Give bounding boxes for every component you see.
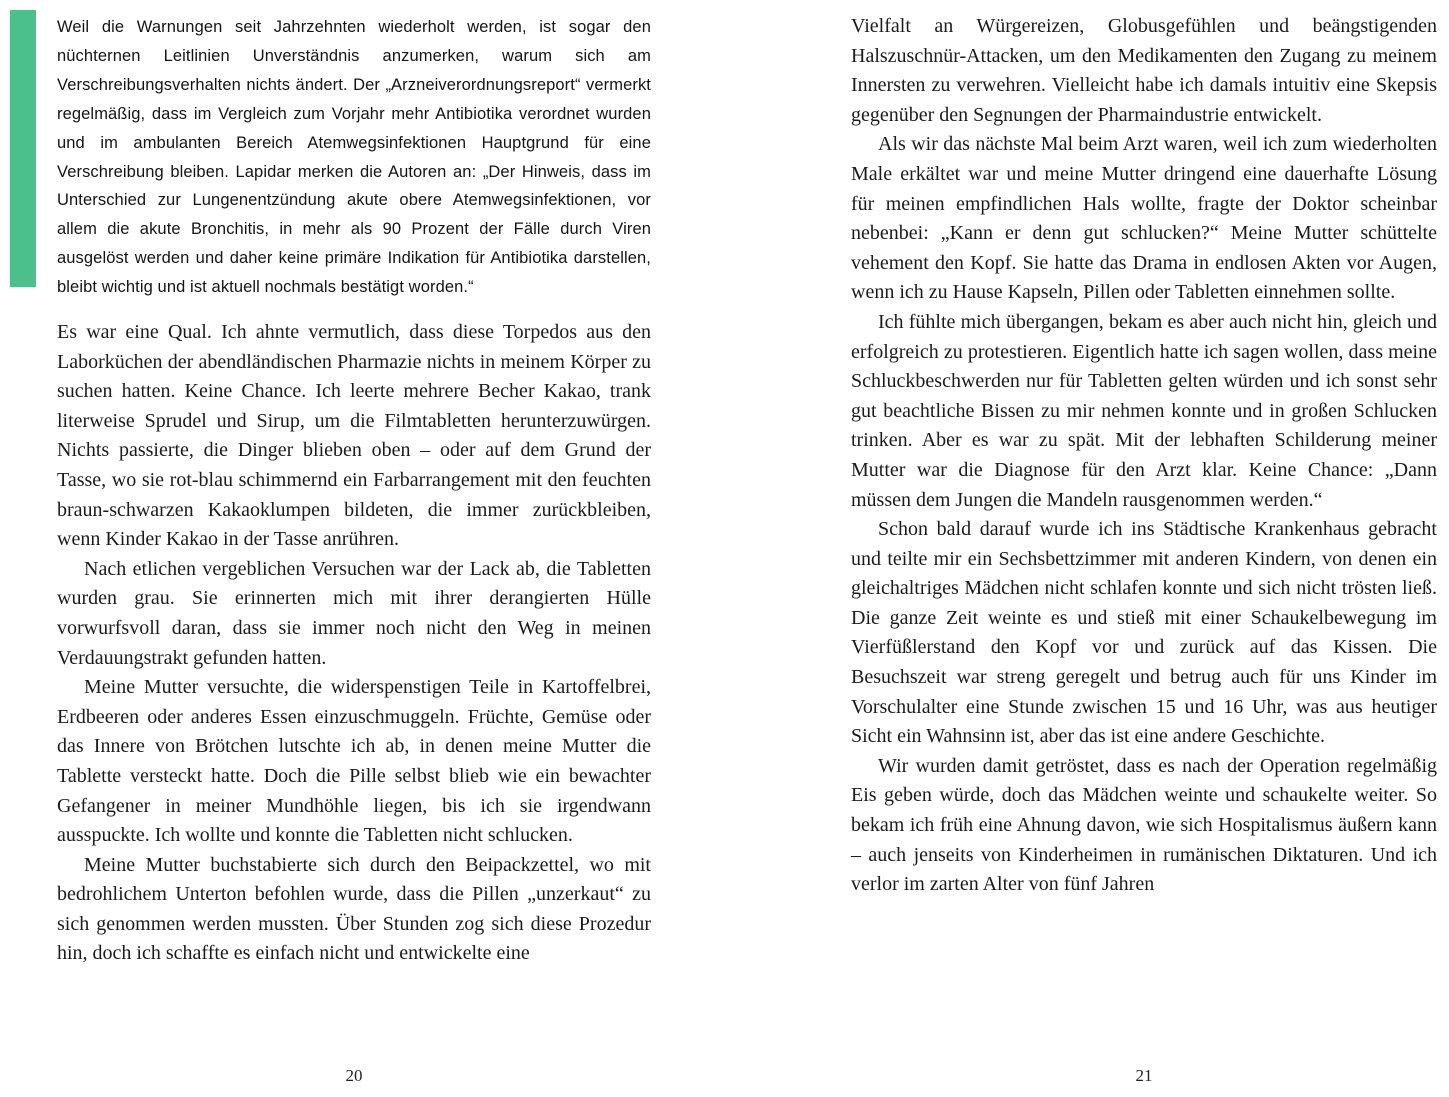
page-number-left: 20 xyxy=(345,1066,363,1085)
paragraph: Es war eine Qual. Ich ahnte vermutlich, dass diese Torpedos aus den Laborküchen der abendländischen Pharmazie nichts in meinem Körper zu suchen hatten. Keine Chance. Ich leerte mehrere Becher Kakao, trank literweise Sprudel und Sirup, um die Filmtabletten herunterzuwürgen. Nichts passierte, die Dinger blieben oben – oder auf dem Grund der Tasse, wo sie rot-blau schimmernd ein Farbarrangement mit den feuchten braun-schwarzen Kakaoklumpen bildeten, die immer zurückbleiben, wenn Kinder Kakao in der Tasse anrühren. xyxy=(57,321,651,551)
paragraph: Wir wurden damit getröstet, dass es nach der Operation regelmäßig Eis geben würde, doch das Mädchen weinte und schaukelte weiter. So bekam ich früh eine Ahnung davon, wie sich Hospitalismus äußern kann – auch jenseits von Kinderheimen in rumänischen Diktaturen. Und ich verlor im zarten Alter von fünf Jahren xyxy=(851,754,1437,896)
page-number-right: 21 xyxy=(1135,1066,1153,1085)
page-right xyxy=(724,0,1448,1097)
left-body-text xyxy=(57,318,651,969)
paragraph: Vielfalt an Würgereizen, Globusgefühlen und beängstigenden Halszuschnür-Attacken, um den Medikamenten den Zugang zu meinem Innersten zu verwehren. Vielleicht habe ich damals intuitiv eine Skepsis gegenüber den Segnungen der Pharmaindustrie entwickelt. xyxy=(851,15,1437,126)
quote-accent-bar xyxy=(10,10,36,287)
paragraph: Ich fühlte mich übergangen, bekam es aber auch nicht hin, gleich und erfolgreich zu protestieren. Eigentlich hatte ich sagen wollen, dass meine Schluckbeschwerden nur für Tabletten gelten würden und ich sonst sehr gut beachtliche Bissen zu mir nehmen konnte und in großen Schlucken trinken. Aber es war zu spät. Mit der lebhaften Schilderung meiner Mutter war die Diagnose für den Arzt klar. Keine Chance: „Dann müssen dem Jungen die Mandeln rausgenommen werden.“ xyxy=(851,310,1437,511)
paragraph: Schon bald darauf wurde ich ins Städtische Krankenhaus gebracht und teilte mir ein Sechsbettzimmer mit anderen Kindern, von denen ein gleichaltriges Mädchen nicht schlafen konnte und sich nicht trösten ließ. Die ganze Zeit weinte es und stieß mit einer Schaukelbewegung im Vierfüßlerstand den Kopf vor und zurück auf das Kissen. Die Besuchszeit war streng geregelt und betrug auch für uns Kinder im Vorschulalter eine Stunde zwischen 15 und 16 Uhr, was aus heutiger Sicht ein Wahnsinn ist, aber das ist eine andere Geschichte. xyxy=(851,518,1437,748)
paragraph: Meine Mutter versuchte, die widerspenstigen Teile in Kartoffelbrei, Erdbeeren oder anderes Essen einzuschmuggeln. Früchte, Gemüse oder das Innere von Brötchen lutschte ich ab, in denen meine Mutter die Tablette versteckt hatte. Doch die Pille selbst blieb wie ein bewachter Gefangener in meiner Mundhöhle liegen, bis ich sie irgendwann ausspuckte. Ich wollte und konnte die Tabletten nicht schlucken. xyxy=(57,676,651,847)
paragraph: Meine Mutter buchstabierte sich durch den Beipackzettel, wo mit bedrohlichem Unterton befohlen wurde, dass die Pillen „unzerkaut“ zu sich genommen werden mussten. Über Stunden zog sich diese Prozedur hin, doch ich schaffte es einfach nicht und entwickelte eine xyxy=(57,853,651,965)
quote-text: Weil die Warnungen seit Jahrzehnten wiederholt werden, ist sogar den nüchternen Leitlinien Unverständnis anzumerken, warum sich am Verschreibungsverhalten nichts ändert. Der „Arzneiverordnungsreport“ vermerkt regelmäßig, dass im Vergleich zum Vorjahr mehr Antibiotika verordnet wurden und im ambulanten Bereich Atemwegsinfektionen Hauptgrund für eine Verschreibung bleiben. Lapidar merken die Autoren an: „Der Hinweis, dass im Unterschied zur Lungenentzündung akute obere Atemwegsinfektionen, vor allem die akute Bronchitis, in mehr als 90 Prozent der Fälle durch Viren ausgelöst werden und daher keine primäre Indikation für Antibiotika darstellen, bleibt wichtig und ist aktuell nochmals bestätigt worden.“ xyxy=(57,18,651,297)
paragraph: Als wir das nächste Mal beim Arzt waren, weil ich zum wiederholten Male erkältet war und meine Mutter dringend eine dauerhafte Lösung für meinen empfindlichen Hals wollte, fragte der Doktor scheinbar nebenbei: „Kann er denn gut schlucken?“ Meine Mutter schüttelte vehement den Kopf. Sie hatte das Drama in endlosen Akten vor Augen, wenn ich zu Hause Kapseln, Pillen oder Tabletten einnehmen sollte. xyxy=(851,133,1437,304)
right-body-text xyxy=(851,12,1437,900)
page-left xyxy=(0,0,724,1097)
paragraph: Nach etlichen vergeblichen Versuchen war der Lack ab, die Tabletten wurden grau. Sie erinnerten mich mit ihrer derangierten Hülle vorwurfsvoll daran, dass sie immer noch nicht den Weg in meinen Verdauungstrakt gefunden hatten. xyxy=(57,557,651,669)
